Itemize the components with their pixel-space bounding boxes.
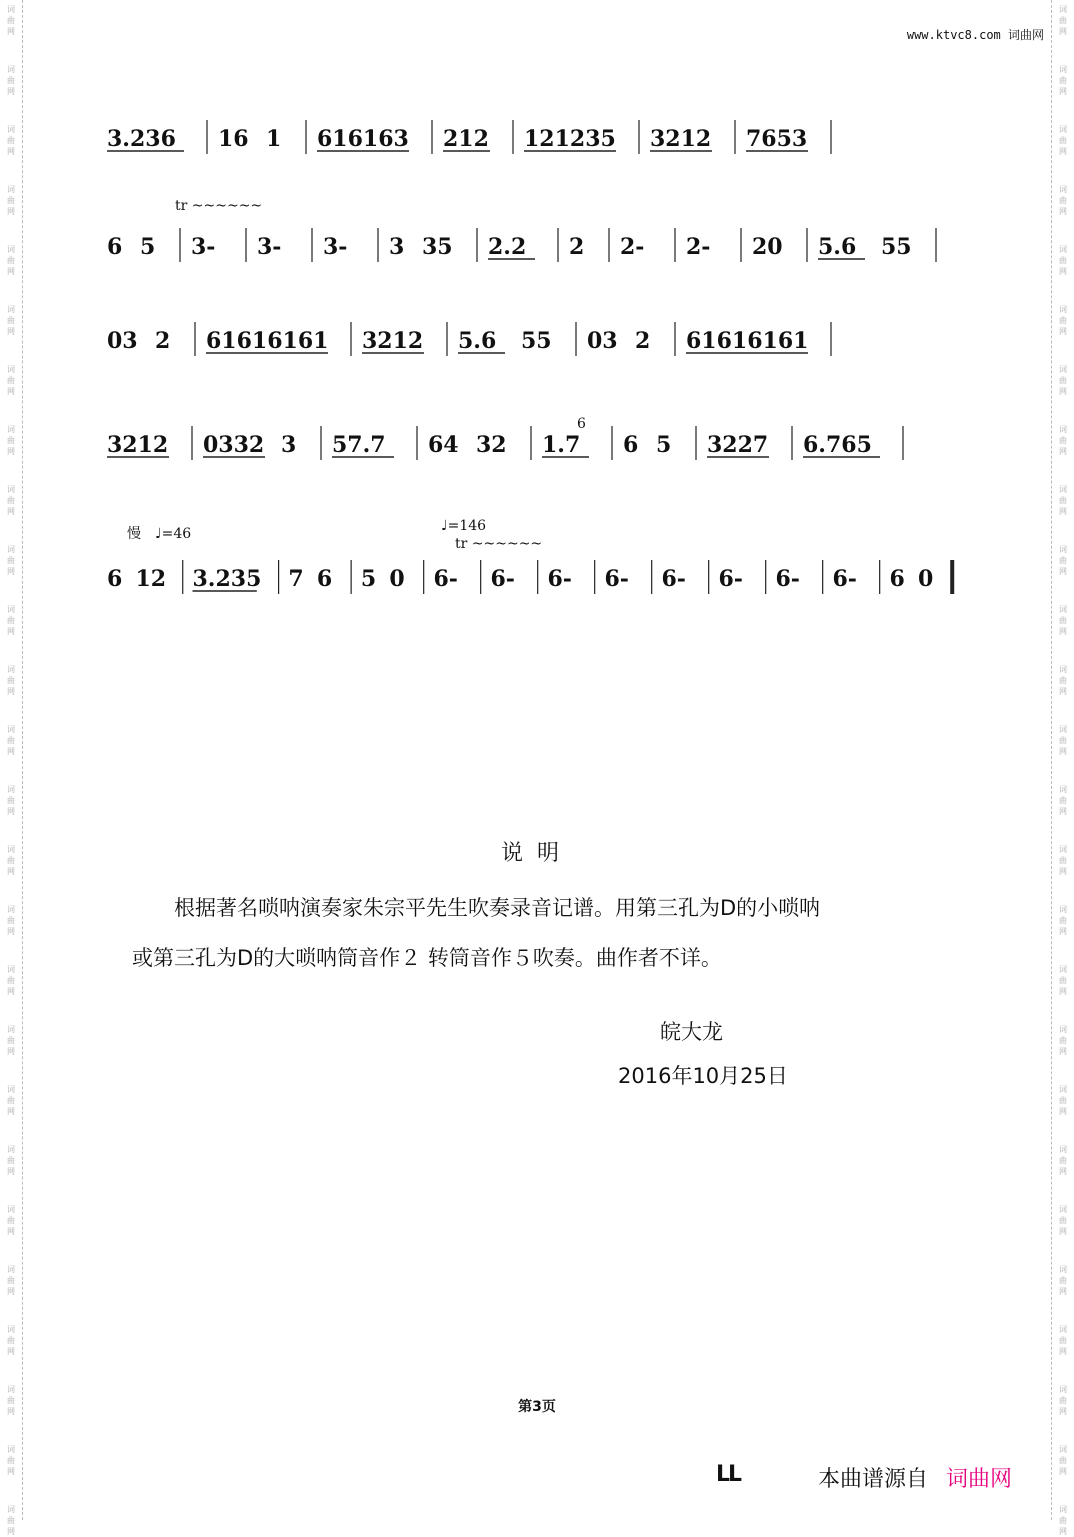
watermark-text: 词 曲 网 bbox=[1059, 1025, 1067, 1056]
notation-line-5 bbox=[105, 518, 965, 592]
watermark-text: 词 曲 网 bbox=[1059, 65, 1067, 96]
watermark-text: 词 曲 网 bbox=[1059, 905, 1067, 936]
left-margin-watermark bbox=[0, 0, 23, 1536]
note-group: 6- bbox=[775, 566, 800, 592]
watermark-text: 词 曲 网 bbox=[1059, 1085, 1067, 1116]
note-group: 2 bbox=[635, 328, 651, 354]
note-group: 5 bbox=[656, 432, 672, 458]
author-signature: 皖大龙 bbox=[660, 1020, 723, 1044]
note-group: 6- bbox=[604, 566, 629, 592]
footer-logo: LL bbox=[716, 1462, 741, 1487]
note-group: 7 bbox=[288, 566, 304, 592]
note-group: 7653 bbox=[746, 126, 808, 152]
note-group: 5.6 bbox=[818, 234, 857, 260]
note-group: 55 bbox=[521, 328, 552, 354]
watermark-text: 词 曲 网 bbox=[1059, 305, 1067, 336]
footer-brand: 词曲网 bbox=[946, 1467, 1013, 1492]
note-group: 03 bbox=[107, 328, 138, 354]
note-group: 3 bbox=[389, 234, 405, 260]
note-group: 121235 bbox=[524, 126, 616, 152]
note-group: 212 bbox=[443, 126, 489, 152]
tempo-fast-value: ♩=146 bbox=[441, 518, 487, 534]
note-group: 61616161 bbox=[686, 328, 809, 354]
tempo-slow-value: ♩=46 bbox=[155, 526, 192, 542]
note-group: 6.765 bbox=[803, 432, 872, 458]
notation-line-2 bbox=[105, 198, 965, 258]
watermark-text: 词 曲 网 bbox=[7, 1445, 15, 1476]
watermark-text: 词 曲 网 bbox=[7, 5, 15, 36]
date-text: 2016年10月25日 bbox=[618, 1064, 788, 1088]
watermark-text: 词 曲 网 bbox=[1059, 725, 1067, 756]
notes-paragraph-2: 或第三孔为D的大唢呐筒音作２ 转筒音作５吹奏。曲作者不详。 bbox=[132, 946, 722, 970]
watermark-text: 词 曲 网 bbox=[7, 1145, 15, 1176]
note-group: 16 bbox=[218, 126, 249, 152]
watermark-text: 词 曲 网 bbox=[7, 125, 15, 156]
note-group: 6- bbox=[433, 566, 458, 592]
note-group: 616163 bbox=[317, 126, 409, 152]
watermark-text: 词 曲 网 bbox=[1059, 425, 1067, 456]
watermark-text: 词 曲 网 bbox=[7, 1505, 15, 1536]
watermark-text: 词 曲 网 bbox=[1059, 785, 1067, 816]
note-group: 3- bbox=[191, 234, 216, 260]
watermark-text: 词 曲 网 bbox=[7, 1325, 15, 1356]
watermark-text: 词 曲 网 bbox=[7, 545, 15, 576]
note-group: 3227 bbox=[707, 432, 769, 458]
note-group: 6 bbox=[889, 566, 905, 592]
note-group: 3212 bbox=[362, 328, 424, 354]
footer-source bbox=[818, 1462, 1012, 1493]
note-group: 2- bbox=[686, 234, 711, 260]
note-group: 6- bbox=[661, 566, 686, 592]
watermark-text: 词 曲 网 bbox=[1059, 125, 1067, 156]
watermark-text: 词 曲 网 bbox=[1059, 605, 1067, 636]
note-group: 6 bbox=[107, 566, 123, 592]
watermark-text: 词 曲 网 bbox=[7, 1385, 15, 1416]
watermark-text: 词 曲 网 bbox=[7, 665, 15, 696]
tempo-slow-label: 慢 bbox=[127, 526, 141, 542]
note-group: 6- bbox=[547, 566, 572, 592]
trill-mark: tr ~~~~~~ bbox=[175, 198, 263, 214]
notes-title: 说明 bbox=[500, 841, 573, 866]
note-group: 3- bbox=[323, 234, 348, 260]
note-group: 3212 bbox=[650, 126, 712, 152]
watermark-text: 词 曲 网 bbox=[1059, 965, 1067, 996]
notation-line-4 bbox=[105, 414, 965, 474]
note-group: 0 bbox=[389, 566, 405, 592]
note-group: 3.236 bbox=[107, 126, 176, 152]
watermark-text: 词 曲 网 bbox=[1059, 5, 1067, 36]
note-group: 3212 bbox=[107, 432, 169, 458]
right-margin-watermark bbox=[1051, 0, 1074, 1536]
watermark-text: 词 曲 网 bbox=[7, 185, 15, 216]
watermark-text: 词 曲 网 bbox=[1059, 1445, 1067, 1476]
note-group: 3.235 bbox=[192, 566, 262, 592]
note-group: 2.2 bbox=[488, 234, 527, 260]
note-group: 6 bbox=[316, 566, 333, 592]
watermark-text: 词 曲 网 bbox=[7, 965, 15, 996]
grace-note: 6 bbox=[577, 416, 586, 432]
trill-mark: tr ~~~~~~ bbox=[455, 536, 543, 552]
note-group: 6- bbox=[718, 566, 743, 592]
watermark-text: 词 曲 网 bbox=[7, 605, 15, 636]
note-group: 1.7 bbox=[542, 432, 581, 458]
watermark-text: 词 曲 网 bbox=[1059, 1145, 1067, 1176]
watermark-text: 词 曲 网 bbox=[7, 1265, 15, 1296]
note-group: 5 bbox=[360, 566, 377, 592]
watermark-text: 词 曲 网 bbox=[1059, 185, 1067, 216]
watermark-text: 词 曲 网 bbox=[7, 485, 15, 516]
watermark-text: 词 曲 网 bbox=[1059, 1385, 1067, 1416]
watermark-text: 词 曲 网 bbox=[1059, 1265, 1067, 1296]
note-group: 55 bbox=[881, 234, 912, 260]
note-group: 6 bbox=[623, 432, 639, 458]
note-group: 03 bbox=[587, 328, 618, 354]
watermark-text: 词 曲 网 bbox=[1059, 1505, 1067, 1536]
watermark-text: 词 曲 网 bbox=[1059, 665, 1067, 696]
notation-line-3 bbox=[105, 310, 965, 370]
note-group: 3- bbox=[257, 234, 282, 260]
note-group: 61616161 bbox=[206, 328, 329, 354]
note-group: 5.6 bbox=[458, 328, 497, 354]
note-group: 2- bbox=[620, 234, 645, 260]
note-group: 6- bbox=[832, 566, 857, 592]
watermark-text: 词 曲 网 bbox=[1059, 245, 1067, 276]
note-group: 20 bbox=[752, 234, 783, 260]
watermark-text: 词 曲 网 bbox=[1059, 485, 1067, 516]
watermark-text: 词 曲 网 bbox=[7, 1025, 15, 1056]
watermark-text: 词 曲 网 bbox=[7, 1085, 15, 1116]
watermark-text: 词 曲 网 bbox=[1059, 365, 1067, 396]
watermark-text: 词 曲 网 bbox=[7, 1205, 15, 1236]
watermark-text: 词 曲 网 bbox=[1059, 845, 1067, 876]
watermark-text: 词 曲 网 bbox=[7, 905, 15, 936]
note-group: 57.7 bbox=[332, 432, 386, 458]
page-number: 第3页 bbox=[518, 1399, 556, 1415]
watermark-text: 词 曲 网 bbox=[7, 845, 15, 876]
notation-line-1 bbox=[105, 108, 965, 168]
note-group: 6- bbox=[490, 566, 515, 592]
watermark-text: 词 曲 网 bbox=[7, 305, 15, 336]
watermark-text: 词 曲 网 bbox=[7, 65, 15, 96]
watermark-text: 词 曲 网 bbox=[7, 785, 15, 816]
note-group: 1 bbox=[266, 126, 282, 152]
note-group: 35 bbox=[422, 234, 453, 260]
watermark-text: 词 曲 网 bbox=[1059, 1325, 1067, 1356]
note-group: 2 bbox=[569, 234, 585, 260]
site-header: www.ktvc8.com 词曲网 bbox=[906, 28, 1044, 42]
watermark-text: 词 曲 网 bbox=[7, 725, 15, 756]
footer-source-text: 本曲谱源自 bbox=[818, 1467, 929, 1492]
note-group: 0 bbox=[917, 566, 934, 592]
note-group: 3 bbox=[281, 432, 297, 458]
watermark-text: 词 曲 网 bbox=[1059, 1205, 1067, 1236]
note-group: 2 bbox=[155, 328, 171, 354]
note-group: 32 bbox=[476, 432, 507, 458]
watermark-text: 词 曲 网 bbox=[7, 365, 15, 396]
watermark-text: 词 曲 网 bbox=[7, 245, 15, 276]
watermark-text: 词 曲 网 bbox=[1059, 545, 1067, 576]
note-group: 0332 bbox=[203, 432, 265, 458]
note-group: 6 bbox=[107, 234, 123, 260]
notes-paragraph-1: 根据著名唢呐演奏家朱宗平先生吹奏录音记谱。用第三孔为D的小唢呐 bbox=[174, 896, 821, 920]
note-group: 5 bbox=[140, 234, 156, 260]
watermark-text: 词 曲 网 bbox=[7, 425, 15, 456]
note-group: 12 bbox=[135, 566, 167, 592]
note-group: 64 bbox=[428, 432, 459, 458]
